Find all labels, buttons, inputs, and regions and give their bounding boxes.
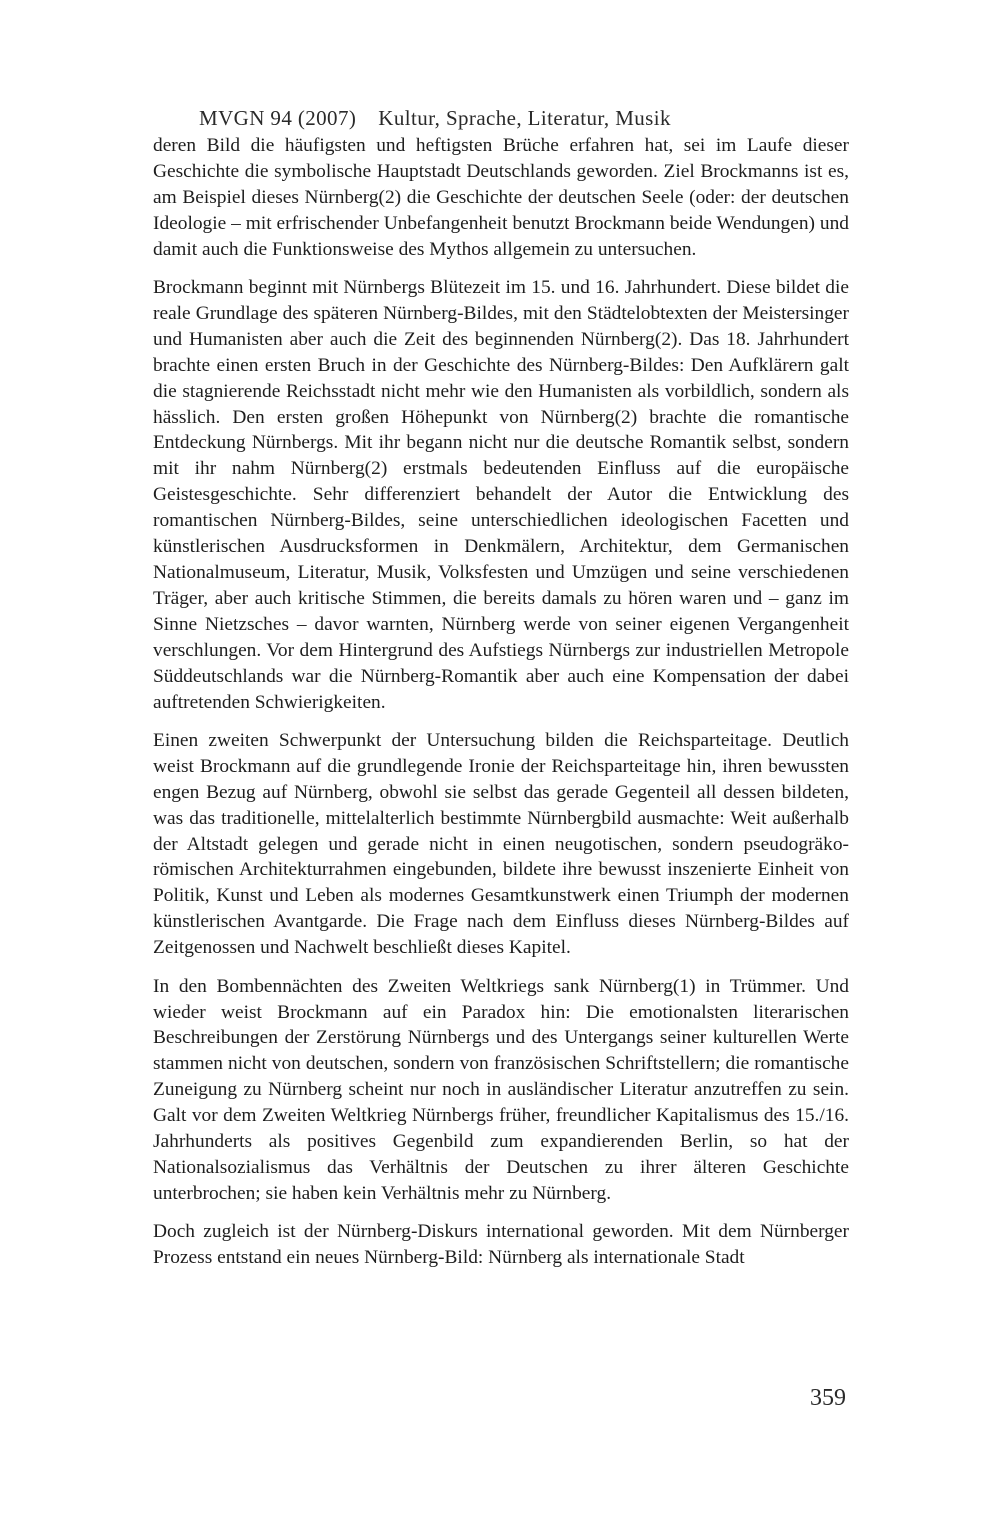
paragraph: Einen zweiten Schwerpunkt der Untersuchung bilden die Reichsparteitage. Deutlich weist Brockmann auf die grundlegende Ironie der Reichsparteitage hin, ihren bewussten engen Bezug auf Nürnberg, obwohl sie selbst das gerade Gegenteil all dessen bildeten, was das traditionelle, mittelalterlich bestimmte Nürnbergbild ausmachte: Weit außerhalb der Altstadt gelegen und gerade nicht in einen neugotischen, sondern pseudogräko-römischen Architekturrahmen eingebunden, bildete ihre bewusst inszenierte Einheit von Politik, Kunst und Leben als modernes Gesamtkunstwerk einen Triumph der modernen künstlerischen Avantgarde. Die Frage nach dem Einfluss dieses Nürnberg-Bildes auf Zeitgenossen und Nachwelt beschließt dieses Kapitel. (153, 729, 849, 959)
section-title: Kultur, Sprache, Literatur, Musik (378, 106, 671, 130)
journal-reference: MVGN 94 (2007) (199, 106, 357, 130)
paragraph: In den Bombennächten des Zweiten Weltkriegs sank Nürnberg(1) in Trümmer. Und wieder weist Brockmann auf ein Paradox hin: Die emotionalsten literarischen Beschreibungen der Zerstörung Nürnbergs und des Untergangs seiner kulturellen Werte stammen nicht von deutschen, sondern von französischen Schriftstellern; die romantische Zuneigung zu Nürnberg scheint nur noch in ausländischer Literatur anzutreffen zu sein. Galt vor dem Zweiten Weltkrieg Nürnbergs früher, freundlicher Kapitalismus des 15./16. Jahrhunderts als positives Gegenbild zum expandierenden Berlin, so hat der Nationalsozialismus das Verhältnis der Deutschen zu ihrer älteren Geschichte unterbrochen; sie haben kein Verhältnis mehr zu Nürnberg. (153, 975, 849, 1204)
body-text (153, 133, 849, 1284)
running-header (199, 106, 671, 131)
paragraph: Doch zugleich ist der Nürnberg-Diskurs international geworden. Mit dem Nürnberger Prozess entstand ein neues Nürnberg-Bild: Nürnberg als internationale Stadt (153, 1221, 849, 1269)
paragraph: deren Bild die häufigsten und heftigsten Brüche erfahren hat, sei im Laufe dieser Geschichte die symbolische Hauptstadt Deutschlands geworden. Ziel Brockmanns ist es, am Beispiel dieses Nürnberg(2) die Geschichte der deutschen Seele (oder: der deutschen Ideologie – mit erfrischender Unbefangenheit benutzt Brockmann beide Wendungen) und damit auch die Funktionsweise des Mythos allgemein zu untersuchen. (153, 135, 849, 260)
page-number: 359 (810, 1385, 846, 1411)
paragraph: Brockmann beginnt mit Nürnbergs Blütezeit im 15. und 16. Jahrhundert. Diese bildet die reale Grundlage des späteren Nürnberg-Bildes, mit den Städtelobtexten der Meistersinger und Humanisten aber auch die Zeit des beginnenden Nürnberg(2). Das 18. Jahrhundert brachte einen ersten Bruch in der Geschichte des Nürnberg-Bildes: Den Aufklärern galt die stagnierende Reichsstadt nicht mehr wie den Humanisten als vorbildlich, sondern als hässlich. Den ersten großen Höhepunkt von Nürnberg(2) brachte die romantische Entdeckung Nürnbergs. Mit ihr begann nicht nur die deutsche Romantik selbst, sondern mit ihr nahm Nürnberg(2) erstmals bedeutenden Einfluss auf die europäische Geistesgeschichte. Sehr differenziert behandelt der Autor die Entwicklung des romantischen Nürnberg-Bildes, seine unterschiedlichen ideologischen Facetten und künstlerischen Ausdrucksformen in Denkmälern, Architektur, dem Germanischen Nationalmuseum, Literatur, Musik, Volksfesten und Umzügen und seine verschiedenen Träger, aber auch kritische Stimmen, die bereits damals zu hören waren und – ganz im Sinne Nietzsches – davor warnten, Nürnberg werde von seiner eigenen Vergangenheit verschlungen. Vor dem Hintergrund des Aufstiegs Nürnbergs zur industriellen Metropole Süddeutschlands war die Nürnberg-Romantik aber auch eine Kompensation der dabei auftretenden Schwierigkeiten. (153, 277, 849, 713)
